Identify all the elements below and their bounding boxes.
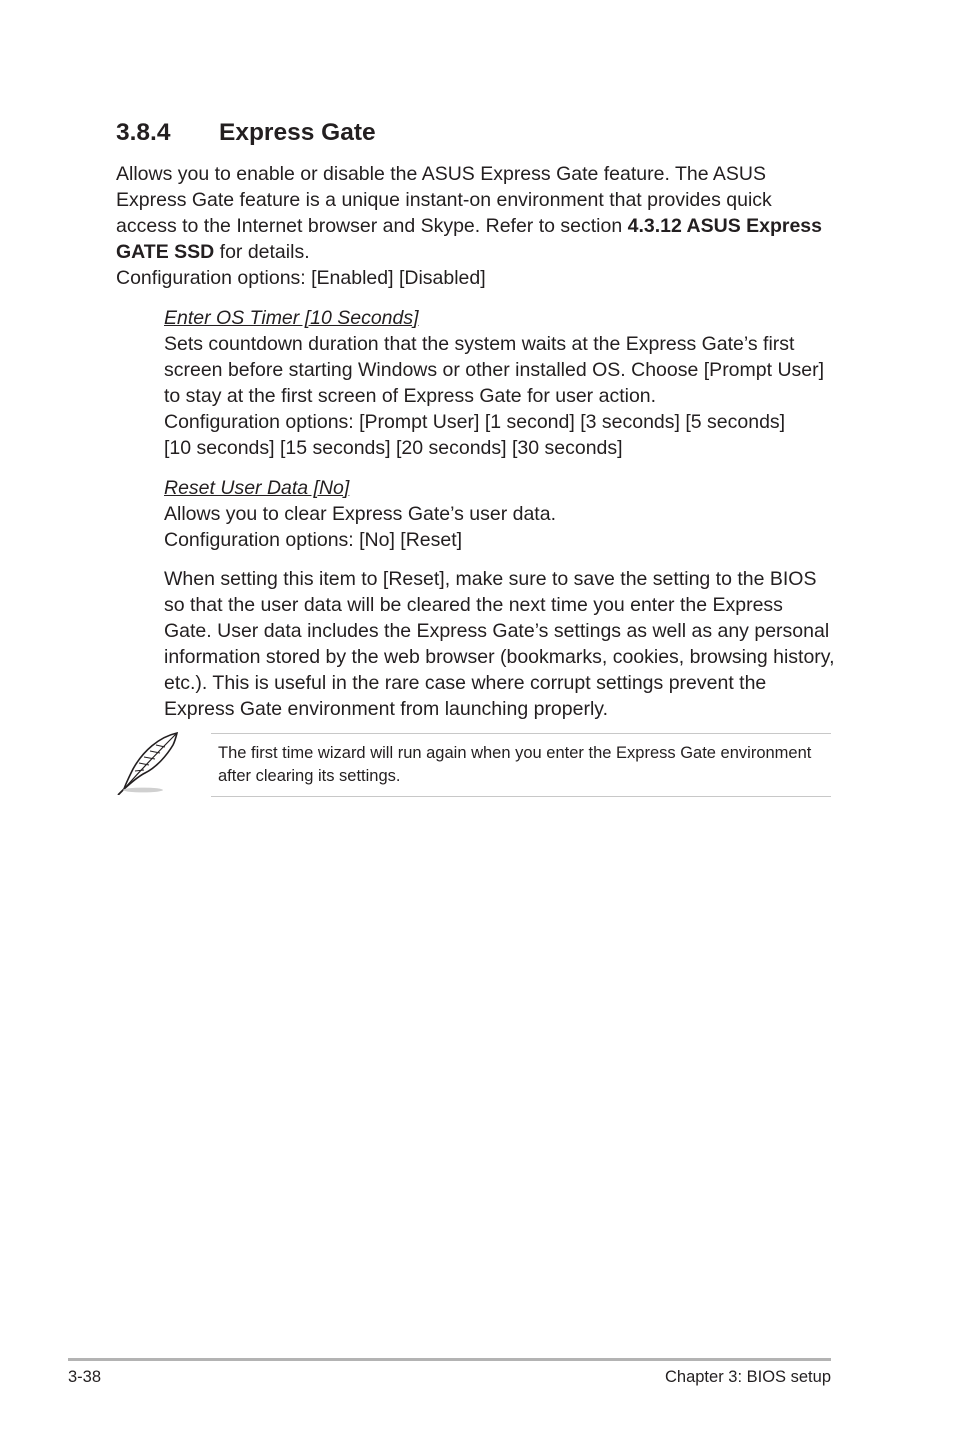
enter-os-timer-block [164,305,836,461]
intro-text: Allows you to enable or disable the ASUS Express Gate feature. The ASUS Express Gate feature is a unique instant-on environment that provides quick access to the Internet browser and Skype. Refer to section [116,163,772,237]
chapter-label: Chapter 3: BIOS setup [664,1368,831,1386]
intro-config-options: Configuration options: [Enabled] [Disabled] [116,267,486,289]
reset-user-data-description: Allows you to clear Express Gate’s user data. [164,503,556,525]
section-reference: 4.3.12 ASUS Express GATE SSD [116,215,822,263]
note-top-divider [211,733,831,734]
note-text: The first time wizard will run again when you enter the Express Gate environment after clearing its settings. [218,744,812,785]
page-number: 3-38 [68,1368,102,1386]
enter-os-timer-description: Sets countdown duration that the system waits at the Express Gate’s first screen before starting Windows or other installed OS. Choose [Prompt User] to stay at the first screen of Express Gate for user action. [164,333,825,407]
section-heading [116,117,376,149]
reset-user-data-title: Reset User Data [No] [164,477,350,499]
section-title: Express Gate [219,119,376,146]
reset-user-data-config: Configuration options: [No] [Reset] [164,529,463,551]
reset-user-data-block [164,475,836,553]
footer-divider [68,1358,831,1361]
enter-os-timer-config-2: [10 seconds] [15 seconds] [20 seconds] [30 seconds] [164,437,623,459]
enter-os-timer-title: Enter OS Timer [10 Seconds] [164,307,419,329]
intro-text-end: for details. [214,241,310,263]
feather-pen-icon [113,729,183,795]
enter-os-timer-config-1: Configuration options: [Prompt User] [1 second] [3 seconds] [5 seconds] [164,411,786,433]
section-number: 3.8.4 [116,119,171,146]
reset-warning-paragraph: When setting this item to [Reset], make sure to save the setting to the BIOS so that the user data will be cleared the next time you enter the Express Gate. User data includes the Express Gate’s settings as well as any personal information stored by the web browser (bookmarks, cookies, browsing history, etc.). This is useful in the rare case where corrupt settings prevent the Express Gate environment from launching properly. [164,568,835,720]
note-bottom-divider [211,796,831,797]
intro-paragraph [116,161,836,291]
